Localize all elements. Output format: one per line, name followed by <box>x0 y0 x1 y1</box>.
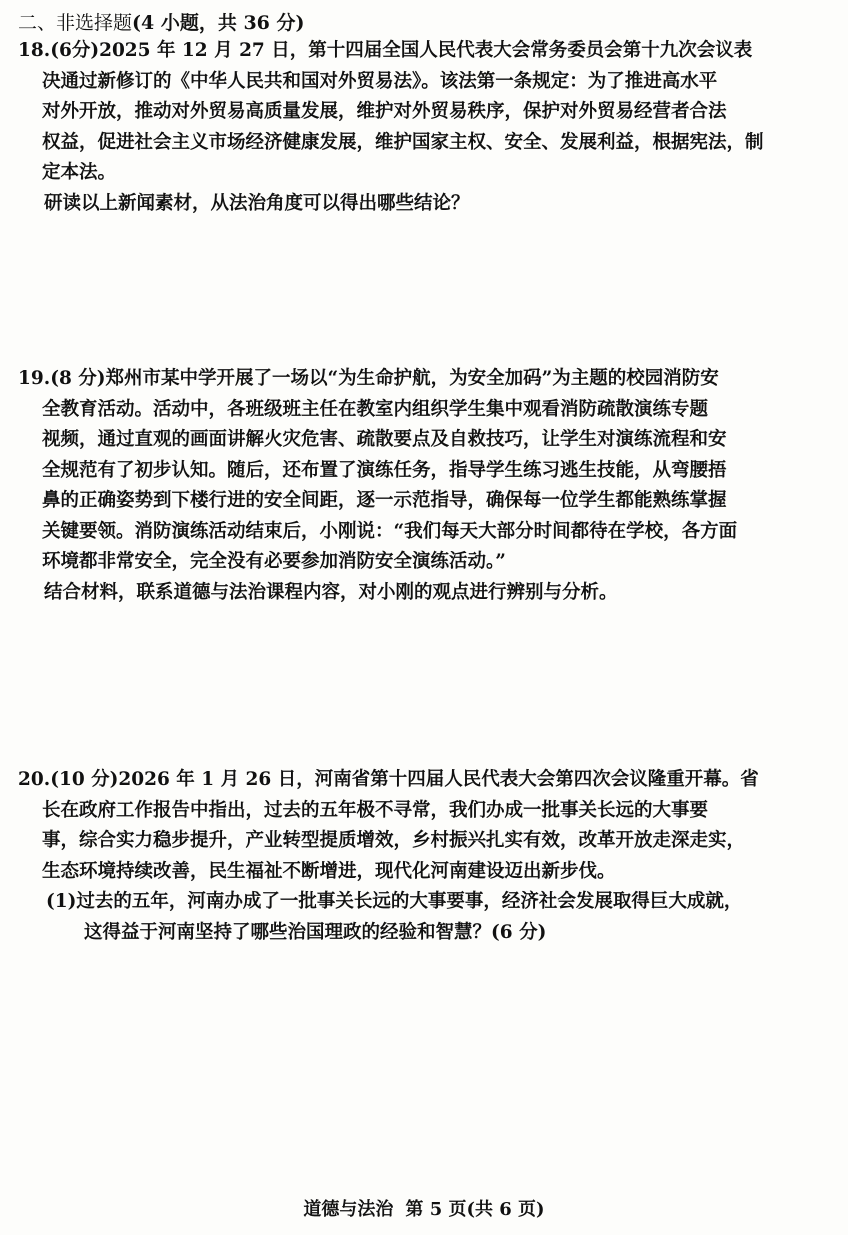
question-20-line-4: 生态环境持续改善，民生福祉不断增进，现代化河南建设迈出新步伐。 <box>42 860 616 882</box>
question-18-line-2: 决通过新修订的《中华人民共和国对外贸易法》。该法第一条规定：为了推进高水平 <box>42 70 718 92</box>
question-19-line-7: 环境都非常安全，完全没有必要参加消防安全演练活动。” <box>42 551 506 572</box>
question-18-number: 18. <box>18 40 51 61</box>
footer-page-number: 第 5 页(共 6 页) <box>405 1199 545 1220</box>
section-header <box>18 8 305 35</box>
question-20-sub-1 <box>46 887 836 948</box>
question-20-sub-1-line-2: 这得益于河南坚持了哪些治国理政的经验和智慧？(6 分) <box>84 921 547 943</box>
question-19 <box>18 364 836 608</box>
section-meta: (4 小题，共 36 分) <box>132 12 305 34</box>
question-18-prompt: 研读以上新闻素材，从法治角度可以得出哪些结论？ <box>44 192 470 214</box>
footer-subject: 道德与法治 <box>303 1199 394 1220</box>
question-19-line-5: 鼻的正确姿势到下楼行进的安全间距，逐一示范指导，确保每一位学生都能熟练掌握 <box>42 490 727 511</box>
section-title: 二、非选择题 <box>18 12 133 34</box>
question-19-line-3: 视频，通过直观的画面讲解火灾危害、疏散要点及自救技巧，让学生对演练流程和安 <box>42 429 727 450</box>
question-20-line-1: 20.(10 分)2026 年 1 月 26 日，河南省第十四届人民代表大会第四次会议隆重开幕。省 <box>18 769 759 790</box>
question-18-line-4: 权益，促进社会主义市场经济健康发展，维护国家主权、安全、发展利益，根据宪法，制 <box>42 131 764 153</box>
question-19-number: 19. <box>18 368 51 389</box>
question-20-line-2: 长在政府工作报告中指出，过去的五年极不寻常，我们办成一批事关长远的大事要 <box>42 799 709 821</box>
question-18 <box>18 36 836 219</box>
question-18-line-1: 18.(6分)2025 年 12 月 27 日，第十四届全国人民代表大会常务委员会第十九次会议表 <box>18 40 753 61</box>
question-20 <box>18 765 836 887</box>
page-footer <box>0 1195 848 1221</box>
question-20-number: 20. <box>18 769 51 790</box>
question-19-line-2: 全教育活动。活动中，各班级班主任在教室内组织学生集中观看消防疏散演练专题 <box>42 398 709 420</box>
question-18-line-5: 定本法。 <box>42 162 117 183</box>
question-19-line-1: 19.(8 分)郑州市某中学开展了一场以“为生命护航，为安全加码”为主题的校园消防安 <box>18 368 719 389</box>
question-19-prompt: 结合材料，联系道德与法治课程内容，对小刚的观点进行辨别与分析。 <box>44 581 618 603</box>
question-20-line-3: 事，综合实力稳步提升，产业转型提质增效，乡村振兴扎实有效，改革开放走深走实， <box>42 830 746 851</box>
question-18-line-3: 对外开放，推动对外贸易高质量发展，维护对外贸易秩序，保护对外贸易经营者合法 <box>42 101 727 122</box>
question-19-line-4: 全规范有了初步认知。随后，还布置了演练任务，指导学生练习逃生技能，从弯腰捂 <box>42 459 727 481</box>
question-20-sub-1-line-1: (1)过去的五年，河南办成了一批事关长远的大事要事，经济社会发展取得巨大成就， <box>46 891 743 912</box>
question-19-line-6: 关键要领。消防演练活动结束后，小刚说：“我们每天大部分时间都待在学校，各方面 <box>42 520 738 542</box>
